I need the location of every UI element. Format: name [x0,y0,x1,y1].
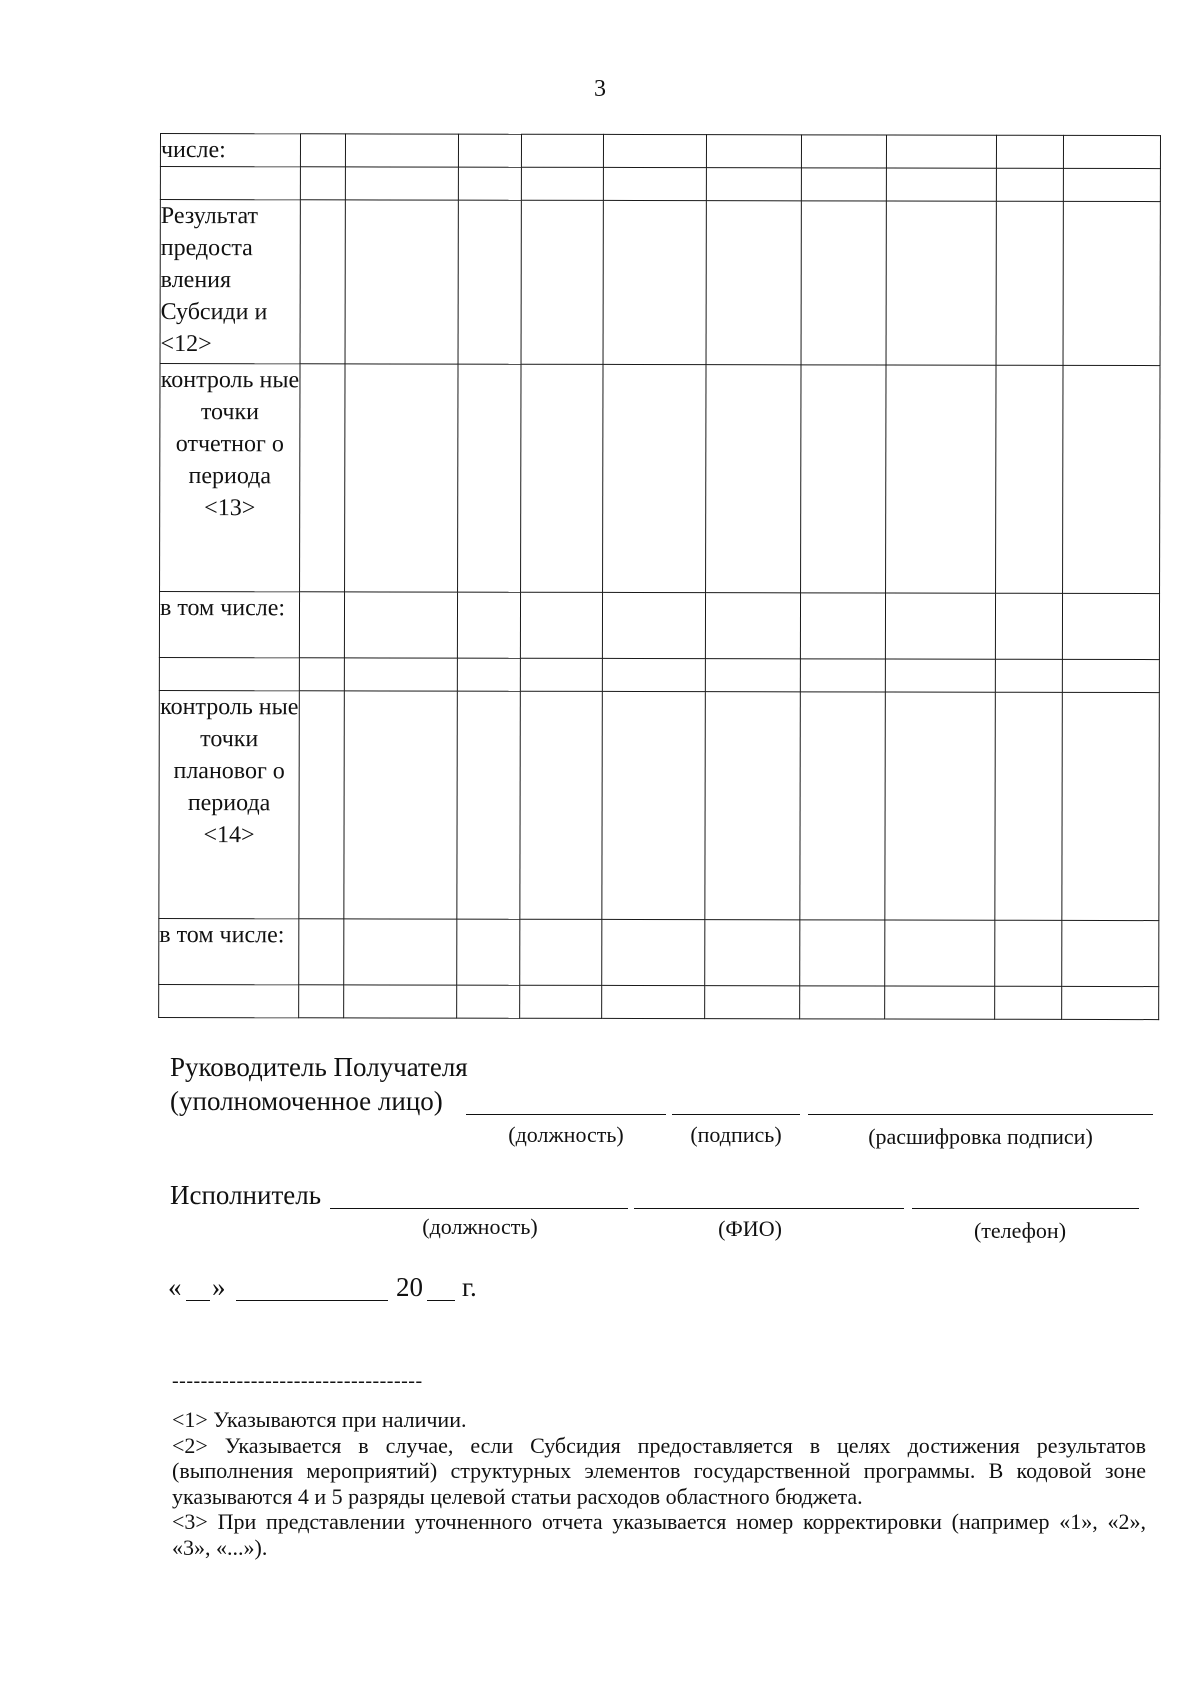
empty-cell [705,986,800,1019]
empty-cell [705,920,800,986]
empty-cell [801,201,886,365]
table-row [159,657,1159,692]
empty-cell [457,691,520,919]
table-row [159,592,1159,660]
empty-cell [344,691,457,919]
empty-cell [705,593,800,659]
footnote-2: <2> Указывается в случае, если Субсидия предоставляется в целях достижения результатов (выполнения мероприятий) структурных элементов государственной программы. В кодовой зоне указываются 4 и 5 разряды целевой статьи расходов областного бюджета. [172,1432,1146,1509]
footnotes [172,1407,1146,1560]
table-row [159,690,1159,920]
row-label-cell: контроль ные точки отчетног о периода <13> [160,364,300,592]
empty-cell [1062,986,1159,1019]
empty-cell [801,365,886,593]
empty-cell [1062,593,1159,659]
table-body [159,134,1161,1020]
empty-cell [520,691,602,919]
empty-cell [1063,168,1160,201]
empty-cell [602,658,705,691]
empty-cell [602,691,705,919]
empty-cell [520,919,602,985]
empty-cell [300,364,345,592]
head-decoding-line [808,1114,1153,1115]
empty-cell [1062,920,1159,986]
empty-cell [996,201,1063,365]
empty-cell [886,135,996,168]
date-day-line [186,1300,210,1301]
empty-cell [800,692,885,920]
empty-cell [800,659,885,692]
empty-cell [885,692,995,920]
empty-cell [345,364,458,592]
empty-cell [996,365,1063,593]
empty-cell [995,920,1062,986]
empty-cell [995,692,1062,920]
empty-cell [885,593,995,659]
empty-cell [344,919,457,985]
row-label-cell: Результат предоста вления Субсиди и <12> [160,200,300,364]
date-open-quote: « [168,1272,182,1302]
empty-cell [885,920,995,986]
empty-cell [886,168,996,201]
empty-cell [706,135,801,168]
empty-cell [885,986,995,1019]
empty-cell [457,592,520,658]
empty-cell [800,986,885,1019]
empty-cell [520,592,602,658]
empty-cell [300,134,345,167]
executor-position-line [330,1208,628,1209]
empty-cell [886,365,996,593]
empty-cell [1063,201,1160,365]
empty-cell [344,658,457,691]
empty-cell [345,134,458,167]
date-year-prefix: 20 [396,1272,423,1302]
empty-cell [885,659,995,692]
empty-cell [603,167,706,200]
date-year-suffix: г. [462,1272,477,1302]
empty-cell [300,167,345,200]
empty-cell [706,365,801,593]
head-signature-caption: (подпись) [690,1122,782,1147]
table-row [159,918,1159,986]
empty-cell [521,134,603,167]
empty-cell [458,134,521,167]
empty-cell [344,592,457,658]
head-title-line1: Руководитель Получателя [170,1052,468,1082]
empty-cell [705,659,800,692]
row-label-cell: числе: [160,134,300,167]
empty-cell [706,168,801,201]
empty-cell [299,658,344,691]
empty-cell [1063,365,1160,593]
empty-cell [457,985,520,1018]
empty-cell [800,920,885,986]
empty-cell [457,658,520,691]
head-position-caption: (должность) [508,1122,624,1147]
footnote-separator: ----------------------------------- [172,1370,423,1392]
empty-cell [603,200,706,364]
empty-cell [520,658,602,691]
empty-cell [1062,692,1159,920]
empty-cell [996,168,1063,201]
empty-cell [299,691,344,919]
empty-cell [345,200,458,364]
empty-cell [705,692,800,920]
table-row [159,984,1159,1019]
empty-cell [299,919,344,985]
empty-cell [299,592,344,658]
page-number: 3 [594,76,606,102]
date-year-line [427,1300,455,1301]
empty-cell [521,364,603,592]
empty-cell [458,200,521,364]
report-table [158,133,1161,1020]
empty-cell [886,201,996,365]
date-month-line [236,1300,388,1301]
empty-cell [801,135,886,168]
empty-cell [521,167,603,200]
empty-cell [995,659,1062,692]
empty-cell [344,985,457,1018]
empty-cell [995,986,1062,1019]
table-row [160,200,1160,366]
empty-cell [602,919,705,985]
empty-cell [299,985,344,1018]
row-label-cell [159,657,299,690]
row-label-cell [159,984,299,1017]
empty-cell [602,592,705,658]
empty-cell [800,593,885,659]
table-row [160,134,1160,169]
executor-name-caption: (ФИО) [718,1216,782,1241]
row-label-cell: в том числе: [159,592,299,658]
table-row [160,167,1160,202]
empty-cell [706,201,801,365]
empty-cell [1062,659,1159,692]
empty-cell [995,593,1062,659]
empty-cell [458,364,521,592]
row-label-cell: в том числе: [159,918,299,984]
executor-phone-caption: (телефон) [973,1218,1067,1243]
executor-label: Исполнитель [170,1180,322,1210]
empty-cell [345,167,458,200]
date-close-quote: » [212,1272,226,1302]
executor-position-caption: (должность) [422,1214,538,1239]
empty-cell [520,985,602,1018]
head-position-line [466,1114,666,1115]
empty-cell [1063,135,1160,168]
head-decoding-caption: (расшифровка подписи) [868,1124,1093,1149]
empty-cell [996,135,1063,168]
empty-cell [603,134,706,167]
executor-name-line [634,1208,904,1209]
empty-cell [521,200,603,364]
empty-cell [458,167,521,200]
row-label-cell [160,167,300,200]
empty-cell [801,168,886,201]
empty-cell [457,919,520,985]
empty-cell [603,364,706,592]
head-signature-line [672,1114,800,1115]
footnote-3: <3> При представлении уточненного отчета указывается номер корректировки (например «1», «2», «3», «...»). [172,1509,1146,1560]
table-row [160,364,1160,594]
footnote-1: <1> Указываются при наличии. [172,1407,467,1432]
head-title-line2: (уполномоченное лицо) [170,1086,443,1116]
executor-phone-line [912,1208,1139,1209]
empty-cell [300,200,345,364]
row-label-cell: контроль ные точки плановог о периода <14> [159,690,299,918]
empty-cell [602,985,705,1018]
